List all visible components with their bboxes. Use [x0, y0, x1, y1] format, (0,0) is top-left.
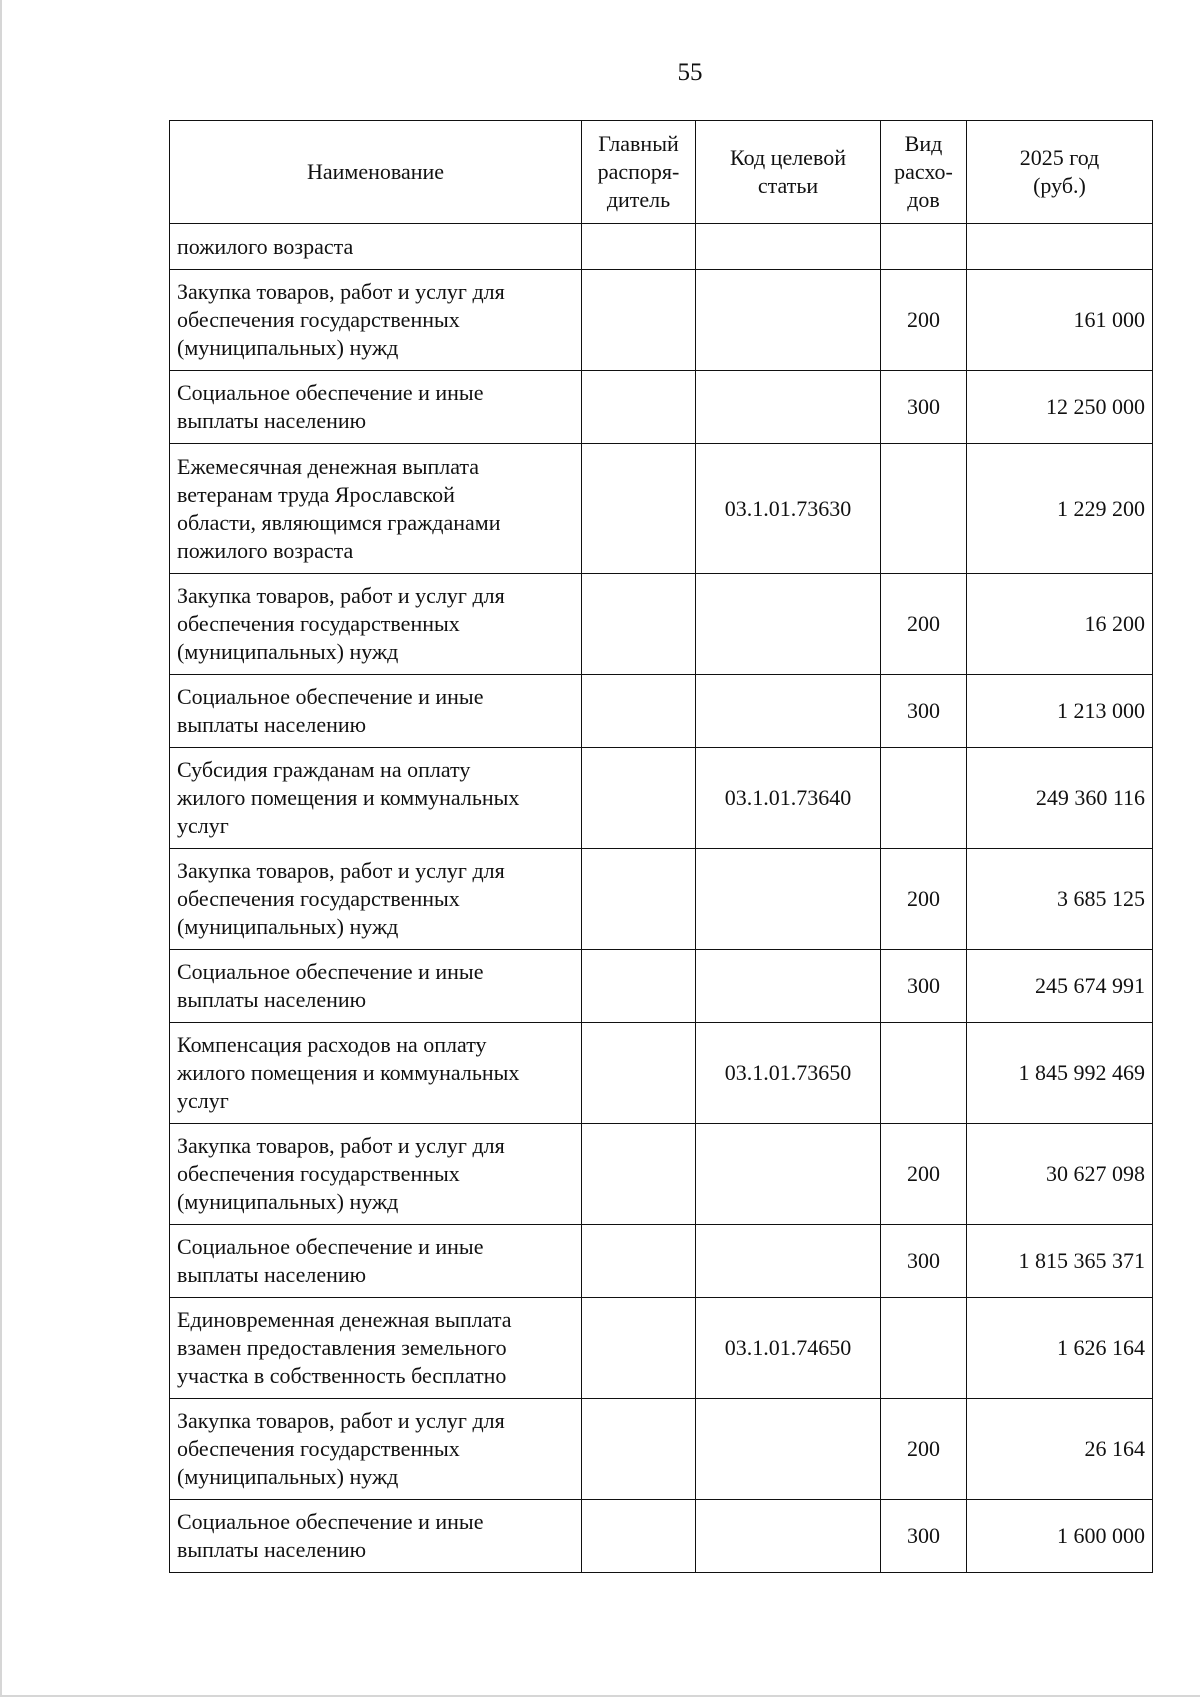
cell-name-line: Закупка товаров, работ и услуг для — [177, 1133, 505, 1158]
header-line: 2025 год — [1019, 145, 1100, 170]
cell-admin — [582, 748, 696, 849]
cell-type: 200 — [881, 574, 967, 675]
cell-type: 200 — [881, 270, 967, 371]
cell-name-line: Закупка товаров, работ и услуг для — [177, 583, 505, 608]
cell-name-line: выплаты населению — [177, 408, 367, 433]
cell-code — [696, 574, 881, 675]
cell-name — [170, 1124, 582, 1225]
table-row — [170, 444, 1153, 574]
cell-code — [696, 1399, 881, 1500]
table-row — [170, 1500, 1153, 1573]
cell-name-line: услуг — [177, 813, 229, 838]
cell-admin — [582, 1399, 696, 1500]
header-line: дов — [907, 187, 940, 212]
cell-name-line: обеспечения государственных — [177, 1161, 460, 1186]
cell-admin — [582, 224, 696, 270]
cell-name — [170, 444, 582, 574]
table-row — [170, 748, 1153, 849]
cell-amount: 245 674 991 — [967, 950, 1153, 1023]
cell-name — [170, 224, 582, 270]
cell-name-line: выплаты населению — [177, 987, 367, 1012]
cell-admin — [582, 574, 696, 675]
cell-name-line: обеспечения государственных — [177, 1436, 460, 1461]
cell-name-line: Закупка товаров, работ и услуг для — [177, 858, 505, 883]
cell-name-line: ветеранам труда Ярославской — [177, 481, 455, 507]
cell-name-line: Единовременная денежная выплата — [177, 1307, 512, 1332]
cell-name-line: обеспечения государственных — [177, 886, 460, 911]
cell-amount: 1 213 000 — [967, 675, 1153, 748]
cell-code — [696, 371, 881, 444]
header-row — [170, 121, 1153, 224]
cell-name-line: пожилого возраста — [177, 233, 354, 259]
cell-name-line: Субсидия гражданам на оплату — [177, 757, 471, 782]
cell-name-line: жилого помещения и коммунальных — [177, 1060, 520, 1085]
header-code — [696, 121, 881, 224]
cell-name-line: (муниципальных) нужд — [177, 1189, 399, 1214]
cell-amount: 30 627 098 — [967, 1124, 1153, 1225]
cell-code — [696, 1124, 881, 1225]
cell-amount: 1 600 000 — [967, 1500, 1153, 1573]
cell-name-line: Ежемесячная денежная выплата — [177, 453, 480, 479]
cell-admin — [582, 849, 696, 950]
cell-name — [170, 1500, 582, 1573]
cell-name-line: взамен предоставления земельного — [177, 1335, 507, 1360]
cell-code — [696, 849, 881, 950]
cell-name-line: Компенсация расходов на оплату — [177, 1032, 487, 1057]
table-row — [170, 270, 1153, 371]
scan-edge-left — [0, 0, 2, 1697]
cell-admin — [582, 1023, 696, 1124]
cell-name — [170, 1298, 582, 1399]
header-amount — [967, 121, 1153, 224]
cell-code: 03.1.01.73640 — [696, 748, 881, 849]
cell-type — [881, 224, 967, 270]
cell-name-line: Социальное обеспечение и иные — [177, 684, 484, 709]
header-line: Вид — [904, 131, 943, 156]
table-row — [170, 1225, 1153, 1298]
cell-amount: 1 845 992 469 — [967, 1023, 1153, 1124]
cell-name-line: пожилого возраста — [177, 537, 354, 563]
cell-name-line: обеспечения государственных — [177, 611, 460, 636]
header-line: распоря- — [597, 159, 680, 184]
cell-type — [881, 1023, 967, 1124]
cell-type: 300 — [881, 1225, 967, 1298]
cell-name-line: Социальное обеспечение и иные — [177, 959, 484, 984]
cell-admin — [582, 950, 696, 1023]
cell-admin — [582, 675, 696, 748]
cell-amount: 3 685 125 — [967, 849, 1153, 950]
cell-name-line: выплаты населению — [177, 712, 367, 737]
cell-type — [881, 748, 967, 849]
table-row — [170, 224, 1153, 270]
cell-code: 03.1.01.74650 — [696, 1298, 881, 1399]
cell-name-line: (муниципальных) нужд — [177, 1464, 399, 1489]
cell-name — [170, 270, 582, 371]
header-admin — [582, 121, 696, 224]
cell-amount: 12 250 000 — [967, 371, 1153, 444]
header-line: статьи — [757, 173, 819, 198]
cell-name — [170, 1023, 582, 1124]
cell-code — [696, 1225, 881, 1298]
cell-code — [696, 950, 881, 1023]
cell-amount: 1 626 164 — [967, 1298, 1153, 1399]
cell-name-line: Закупка товаров, работ и услуг для — [177, 279, 505, 304]
table-body — [170, 224, 1153, 1573]
cell-name-line: Закупка товаров, работ и услуг для — [177, 1408, 505, 1433]
table-row — [170, 1399, 1153, 1500]
cell-code — [696, 675, 881, 748]
header-line: дитель — [606, 187, 671, 212]
cell-name — [170, 675, 582, 748]
cell-name-line: жилого помещения и коммунальных — [177, 785, 520, 810]
cell-type: 200 — [881, 1124, 967, 1225]
cell-name-line: Социальное обеспечение и иные — [177, 1234, 484, 1259]
cell-type: 300 — [881, 371, 967, 444]
cell-name-line: области, являющимся гражданами — [177, 509, 501, 535]
header-line: расхо- — [894, 159, 953, 184]
cell-code: 03.1.01.73650 — [696, 1023, 881, 1124]
cell-admin — [582, 1225, 696, 1298]
cell-amount: 26 164 — [967, 1399, 1153, 1500]
cell-name-line: участка в собственность бесплатно — [177, 1363, 507, 1388]
table-row — [170, 1298, 1153, 1399]
cell-admin — [582, 1124, 696, 1225]
cell-admin — [582, 371, 696, 444]
cell-type: 200 — [881, 1399, 967, 1500]
cell-name-line: (муниципальных) нужд — [177, 639, 399, 664]
cell-amount: 1 229 200 — [967, 444, 1153, 574]
cell-name — [170, 849, 582, 950]
header-line: Код целевой — [730, 145, 846, 170]
cell-amount: 16 200 — [967, 574, 1153, 675]
cell-name — [170, 1225, 582, 1298]
header-line: Наименование — [306, 159, 445, 184]
cell-amount — [967, 224, 1153, 270]
page-number: 55 — [677, 59, 703, 86]
table-row — [170, 675, 1153, 748]
table-row — [170, 574, 1153, 675]
table-row — [170, 1023, 1153, 1124]
cell-name — [170, 748, 582, 849]
cell-name-line: (муниципальных) нужд — [177, 914, 399, 939]
header-type — [881, 121, 967, 224]
cell-admin — [582, 270, 696, 371]
cell-admin — [582, 1500, 696, 1573]
cell-admin — [582, 444, 696, 574]
cell-code — [696, 270, 881, 371]
cell-name-line: Социальное обеспечение и иные — [177, 1509, 484, 1534]
cell-name — [170, 950, 582, 1023]
cell-type — [881, 444, 967, 574]
header-line: (руб.) — [1033, 173, 1086, 198]
cell-type — [881, 1298, 967, 1399]
table-header — [170, 121, 1153, 224]
table-row — [170, 371, 1153, 444]
cell-name-line: (муниципальных) нужд — [177, 335, 399, 360]
cell-name-line: услуг — [177, 1088, 229, 1113]
table-row — [170, 849, 1153, 950]
cell-type: 300 — [881, 950, 967, 1023]
cell-type: 200 — [881, 849, 967, 950]
budget-table — [169, 120, 1153, 1573]
cell-code: 03.1.01.73630 — [696, 444, 881, 574]
cell-amount: 161 000 — [967, 270, 1153, 371]
cell-admin — [582, 1298, 696, 1399]
cell-name-line: обеспечения государственных — [177, 307, 460, 332]
cell-name-line: выплаты населению — [177, 1537, 367, 1562]
cell-code — [696, 224, 881, 270]
cell-amount: 1 815 365 371 — [967, 1225, 1153, 1298]
table-row — [170, 950, 1153, 1023]
cell-name — [170, 371, 582, 444]
table-row — [170, 1124, 1153, 1225]
cell-code — [696, 1500, 881, 1573]
cell-amount: 249 360 116 — [967, 748, 1153, 849]
cell-type: 300 — [881, 1500, 967, 1573]
cell-name — [170, 574, 582, 675]
cell-name — [170, 1399, 582, 1500]
header-line: Главный — [598, 131, 679, 156]
cell-name-line: выплаты населению — [177, 1262, 367, 1287]
header-name — [170, 121, 582, 224]
cell-type: 300 — [881, 675, 967, 748]
cell-name-line: Социальное обеспечение и иные — [177, 380, 484, 405]
